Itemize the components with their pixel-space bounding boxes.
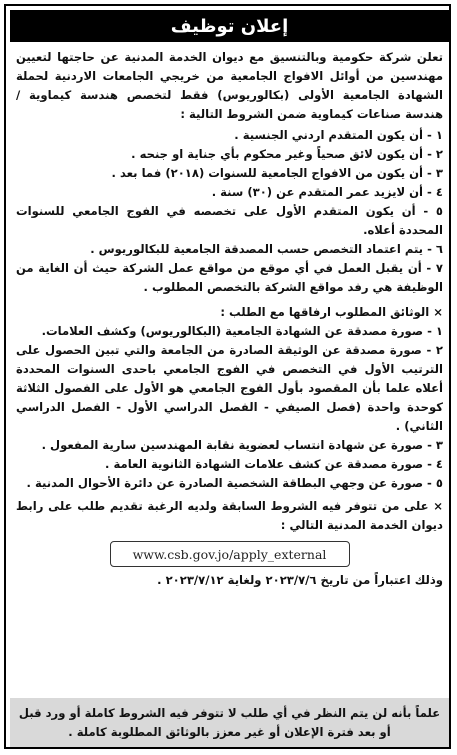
condition-item: ٥ - أن يكون المتقدم الأول على تخصصه في الفوج الجامعي للسنوات المحددة أعلاه. <box>16 204 443 237</box>
condition-item: ٤ - أن لايزيد عمر المتقدم عن (٣٠) سنة . <box>211 185 443 199</box>
condition-item: ٦ - يتم اعتماد التخصص حسب المصدقة الجامعية للبكالوريوس . <box>90 242 443 256</box>
footer-notice: علماً بأنه لن يتم النظر في أي طلب لا تتوفر فيه الشروط كاملة أو ورد قبل أو بعد فترة الإعلان أو غير معزز بالوثائق المطلوبة كاملة . <box>10 698 449 747</box>
ad-title: إعلان توظيف <box>10 10 449 42</box>
apply-url-link[interactable]: www.csb.gov.jo/apply_external <box>110 541 350 567</box>
document-item: ١ - صورة مصدقة عن الشهادة الجامعية (البكالوريوس) وكشف العلامات. <box>41 324 443 338</box>
application-dates: وذلك اعتباراً من تاريخ ٢٠٢٣/٧/٦ ولغاية ٢٠٢٣/٧/١٢ . <box>157 573 443 587</box>
intro-paragraph: تعلن شركة حكومية وبالتنسيق مع ديوان الخدمة المدنية عن حاجتها لتعيين مهندسين من أوائل الافواج الجامعية من خريجي الجامعات الاردنية لحملة الشهادة الجامعية الأولى (بكالوريوس) فقط لتخصص هندسة كيماوية / هندسة صناعات كيماوية ضمن الشروط التالية : <box>16 50 443 121</box>
document-item: ٢ - صورة مصدقة عن الوثيقة الصادرة من الجامعة والتي تبين الحصول على الترتيب الأول في التخصص في الفوج الجامعي باحدى السنوات المحددة أعلاه علما بأن المقصود بأول الفوج الجامعي هو الأول على الفصول الثلاثة كوحدة واحدة (فصل الصيفي - الفصل الدراسي الأول - الفصل الدراسي الثاني) . <box>16 343 443 433</box>
conditions-list <box>16 126 443 297</box>
condition-item: ١ - أن يكون المتقدم اردني الجنسية . <box>234 128 443 142</box>
apply-note: × على من تتوفر فيه الشروط السابقة ولديه الرغبة تقديم طلب على رابط ديوان الخدمة المدنية التالي : <box>16 499 443 532</box>
document-item: ٤ - صورة مصدقة عن كشف علامات الشهادة الثانوية العامة . <box>105 457 443 471</box>
condition-item: ٣ - أن يكون من الافواج الجامعية للسنوات (٢٠١٨) فما بعد . <box>111 166 443 180</box>
condition-item: ٧ - أن يقبل العمل في أي موقع من مواقع عمل الشركة حيث أن الغاية من الوظيفة هي رفد مواقع الشركة بالتخصص المطلوب . <box>16 261 443 294</box>
documents-list <box>16 322 443 493</box>
condition-item: ٢ - أن يكون لائق صحياً وغير محكوم بأي جناية او جنحه . <box>131 147 443 161</box>
documents-heading: × الوثائق المطلوب ارفاقها مع الطلب : <box>220 305 443 319</box>
ad-body <box>16 48 443 590</box>
document-item: ٥ - صورة عن وجهي البطاقة الشخصية الصادرة عن دائرة الأحوال المدنية . <box>26 476 443 490</box>
ad-frame <box>4 4 451 749</box>
document-item: ٣ - صورة عن شهادة انتساب لعضوية نقابة المهندسين سارية المفعول . <box>41 438 443 452</box>
